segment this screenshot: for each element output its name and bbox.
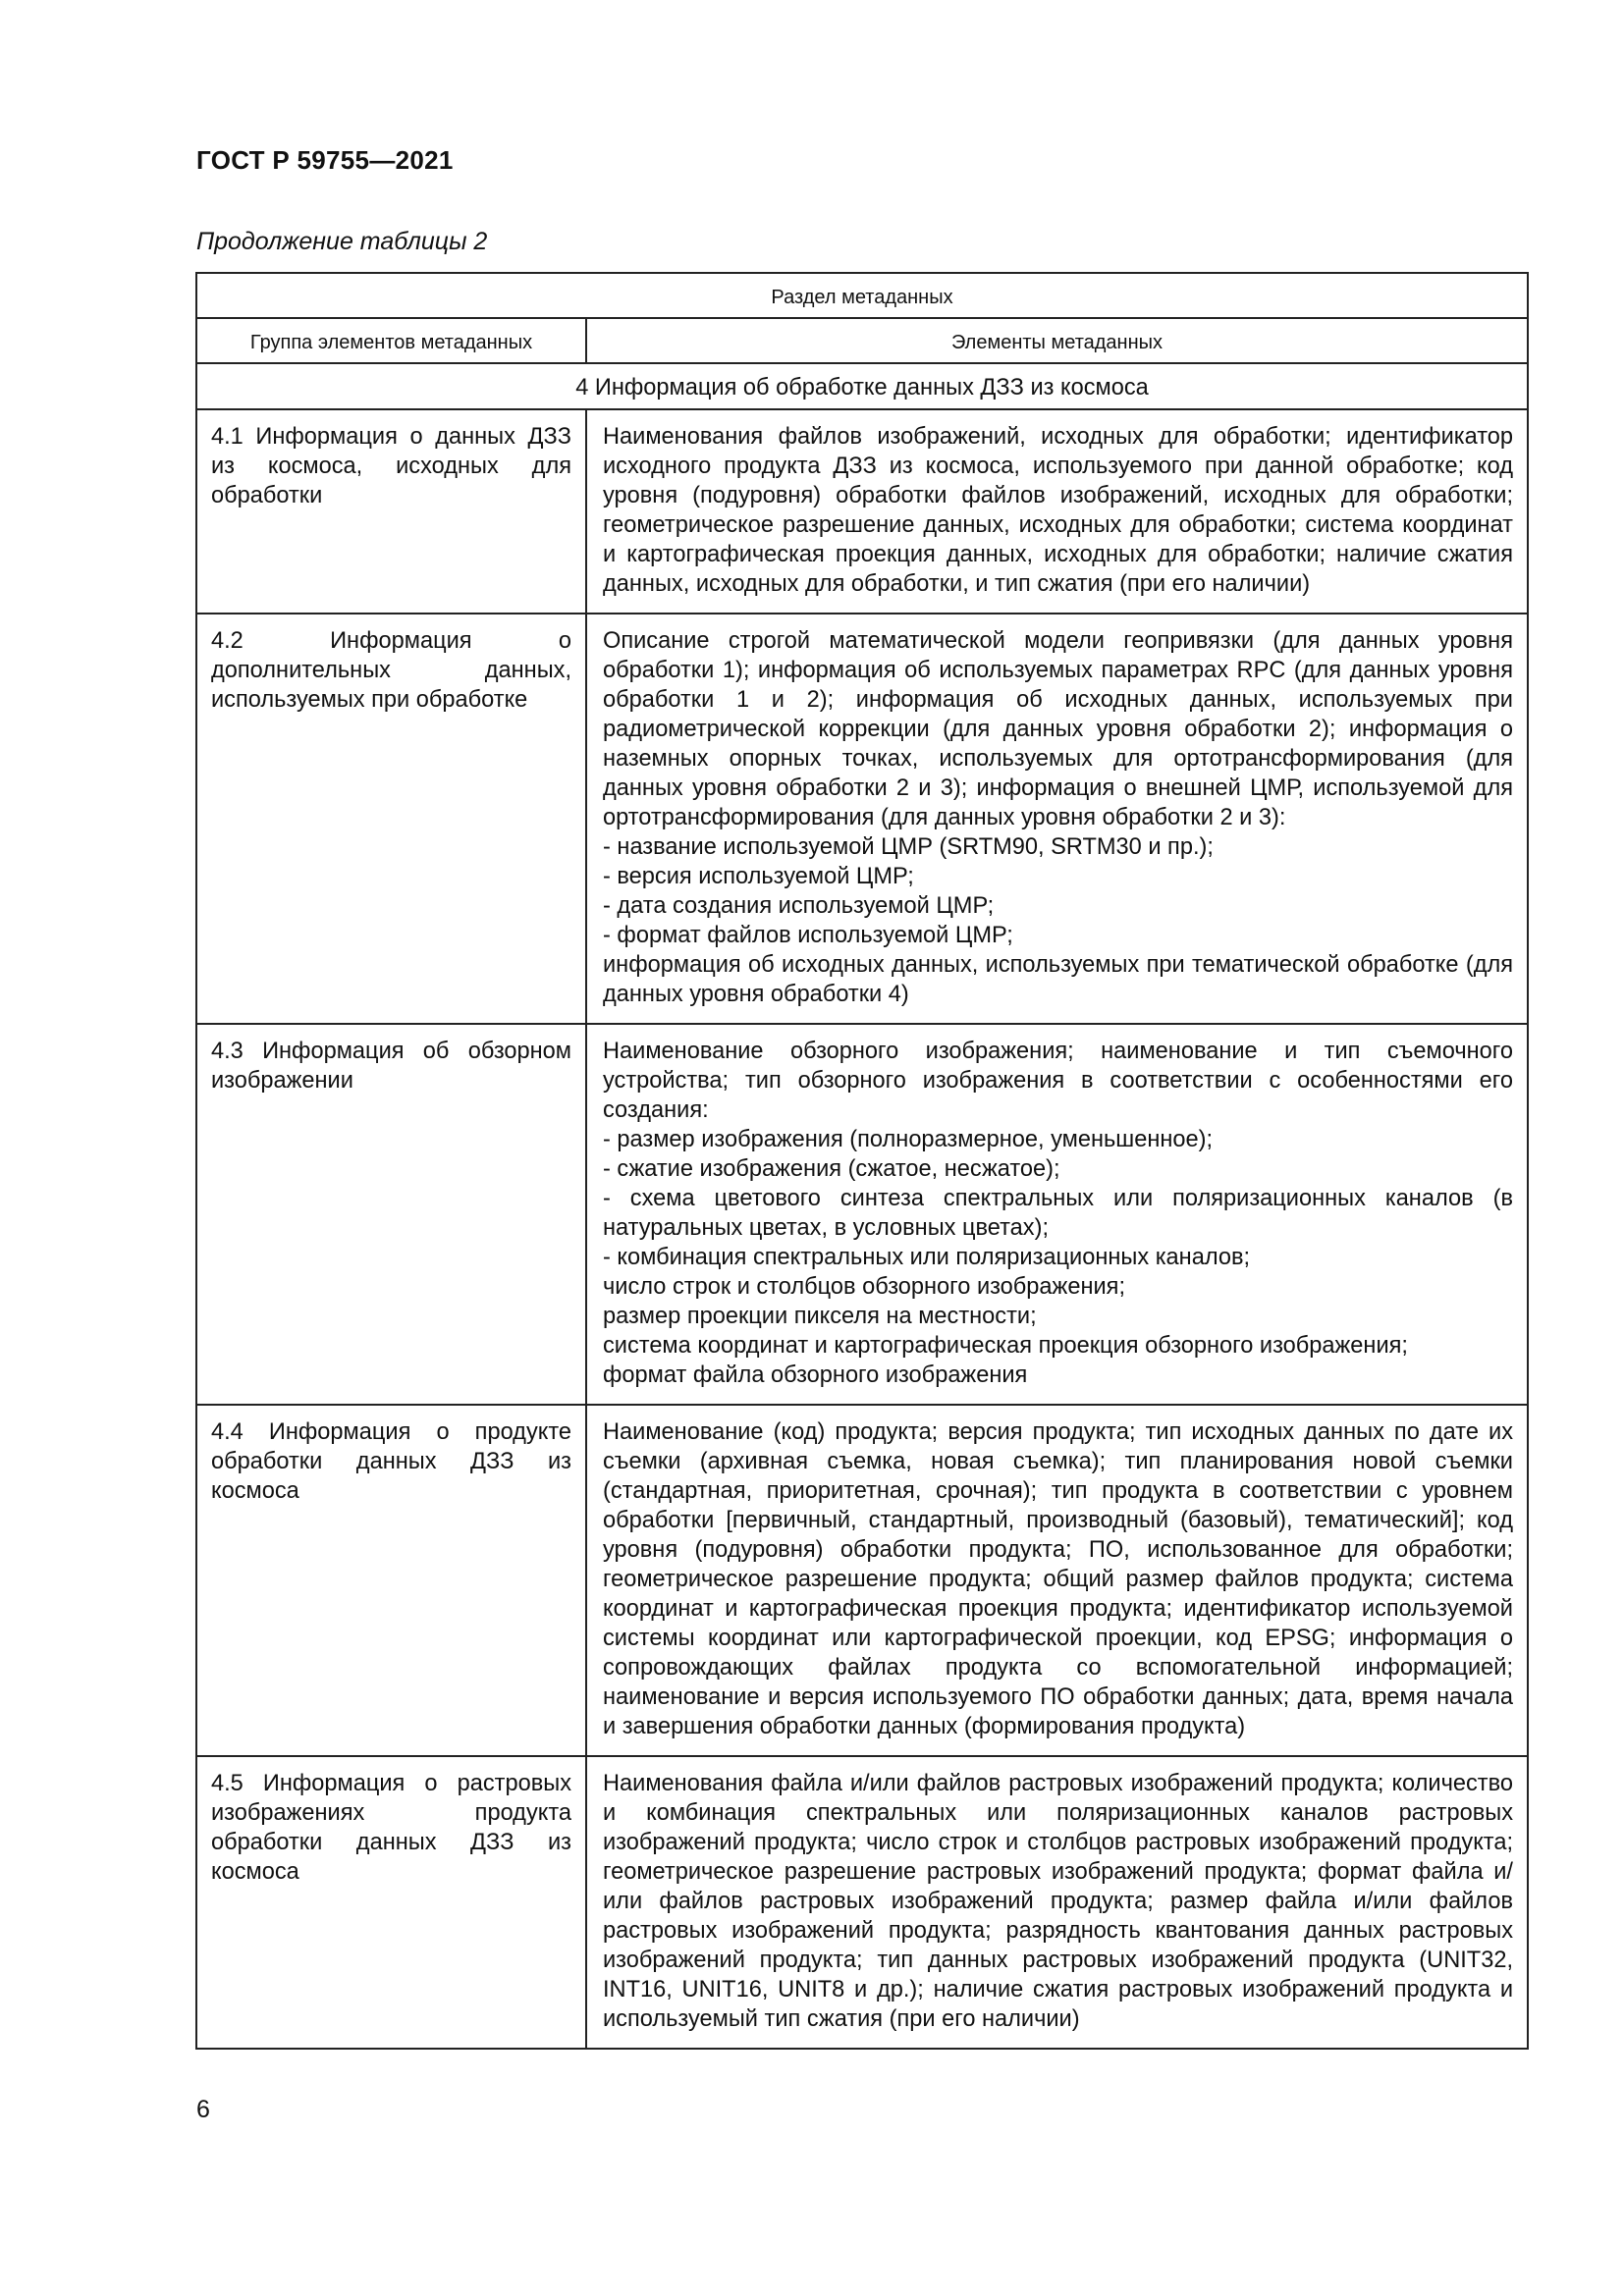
elements-text: Наименование обзорного изображения; наименование и тип съемочного устройства; тип обзорного изображения в соответствии с особенностями его создания: — [603, 1039, 1513, 1123]
group-cell: 4.3 Информация об обзорном изображении — [196, 1024, 586, 1405]
elements-list-item: - комбинация спектральных или поляризационных каналов; — [603, 1245, 1251, 1270]
elements-list-item: - сжатие изображения (сжатое, несжатое); — [603, 1156, 1060, 1182]
table-row — [196, 614, 1528, 1024]
elements-cell — [586, 1756, 1528, 2049]
elements-list-item: - схема цветового синтеза спектральных или поляризационных каналов (в натуральных цветах, в условных цветах); — [603, 1186, 1513, 1241]
elements-text: Наименования файла и/или файлов растровых изображений продукта; количество и комбинация спектральных или поляризационных каналов растровых изображений продукта; число строк и столбцов растровых изображений продукта; геометрическое разрешение растровых изображений продукта; формат файла и/или файлов растровых изображений продукта; размер файла и/или файлов растровых изображений продукта; разрядность квантования данных растровых изображений продукта; тип данных растровых изображений продукта (UNIT32, INT16, UNIT16, UNIT8 и др.); наличие сжатия растровых изображений продукта и используемый тип сжатия (при его наличии) — [603, 1771, 1513, 2032]
elements-cell — [586, 1405, 1528, 1756]
column-header-group: Группа элементов метаданных — [196, 318, 586, 363]
elements-cell — [586, 614, 1528, 1024]
table-column-header-row — [196, 318, 1528, 363]
elements-text: информация об исходных данных, используемых при тематической обработке (для данных уровня обработки 4) — [603, 952, 1513, 1007]
elements-text: формат файла обзорного изображения — [603, 1362, 1028, 1388]
section-header-cell: Раздел метаданных — [196, 273, 1528, 318]
group-cell: 4.4 Информация о продукте обработки данных ДЗЗ из космоса — [196, 1405, 586, 1756]
table-caption: Продолжение таблицы 2 — [196, 228, 488, 255]
elements-text: число строк и столбцов обзорного изображения; — [603, 1274, 1125, 1300]
elements-cell — [586, 409, 1528, 614]
subsection-title-cell: 4 Информация об обработке данных ДЗЗ из космоса — [196, 363, 1528, 409]
document-code: ГОСТ Р 59755—2021 — [196, 145, 454, 175]
elements-text: Наименование (код) продукта; версия продукта; тип исходных данных по дате их съемки (архивная съемка, новая съемка); тип планирования новой съемки (стандартная, приоритетная, срочная); тип продукта в соответствии с уровнем обработки [первичный, стандартный, производный (базовый), тематический]; код уровня (подуровня) обработки продукта; ПО, использованное для обработки; геометрическое разрешение продукта; общий размер файлов продукта; система координат и картографическая проекция продукта; идентификатор используемой системы координат или картографической проекции, код EPSG; информация о сопровождающих файлах продукта со вспомогательной информацией; наименование и версия используемого ПО обработки данных; дата, время начала и завершения обработки данных (формирования продукта) — [603, 1419, 1513, 1739]
table-row — [196, 1024, 1528, 1405]
elements-text: Наименования файлов изображений, исходных для обработки; идентификатор исходного продукта ДЗЗ из космоса, используемого при данной обработке; код уровня (подуровня) обработки файлов изображений, исходных для обработки; геометрическое разрешение данных, исходных для обработки; система координат и картографическая проекция данных, исходных для обработки; наличие сжатия данных, исходных для обработки, и тип сжатия (при его наличии) — [603, 424, 1513, 597]
elements-cell — [586, 1024, 1528, 1405]
table-row — [196, 1756, 1528, 2049]
elements-list-item: - название используемой ЦМР (SRTM90, SRTM30 и пр.); — [603, 834, 1214, 860]
elements-text: Описание строгой математической модели геопривязки (для данных уровня обработки 1); информация об используемых параметрах RPC (для данных уровня обработки 1 и 2); информация об исходных данных, используемых при радиометрической коррекции (для данных уровня обработки 2); информация о наземных опорных точках, используемых для ортотрансформирования (для данных уровня обработки 2 и 3); информация о внешней ЦМР, используемой для ортотрансформирования (для данных уровня обработки 2 и 3): — [603, 628, 1513, 830]
group-cell: 4.2 Информация о дополнительных данных, используемых при обработке — [196, 614, 586, 1024]
elements-list-item: - размер изображения (полноразмерное, уменьшенное); — [603, 1127, 1214, 1152]
elements-text: размер проекции пикселя на местности; — [603, 1304, 1037, 1329]
elements-list-item: - версия используемой ЦМР; — [603, 864, 914, 889]
metadata-table — [195, 272, 1529, 2050]
table-section-header-row — [196, 273, 1528, 318]
column-header-elements: Элементы метаданных — [586, 318, 1528, 363]
page-number: 6 — [196, 2096, 210, 2123]
table-row — [196, 1405, 1528, 1756]
group-cell: 4.5 Информация о растровых изображениях продукта обработки данных ДЗЗ из космоса — [196, 1756, 586, 2049]
group-cell: 4.1 Информация о данных ДЗЗ из космоса, исходных для обработки — [196, 409, 586, 614]
table-row — [196, 409, 1528, 614]
subsection-title-row — [196, 363, 1528, 409]
elements-text: система координат и картографическая проекция обзорного изображения; — [603, 1333, 1408, 1359]
elements-list-item: - формат файлов используемой ЦМР; — [603, 923, 1013, 948]
elements-list-item: - дата создания используемой ЦМР; — [603, 893, 995, 919]
